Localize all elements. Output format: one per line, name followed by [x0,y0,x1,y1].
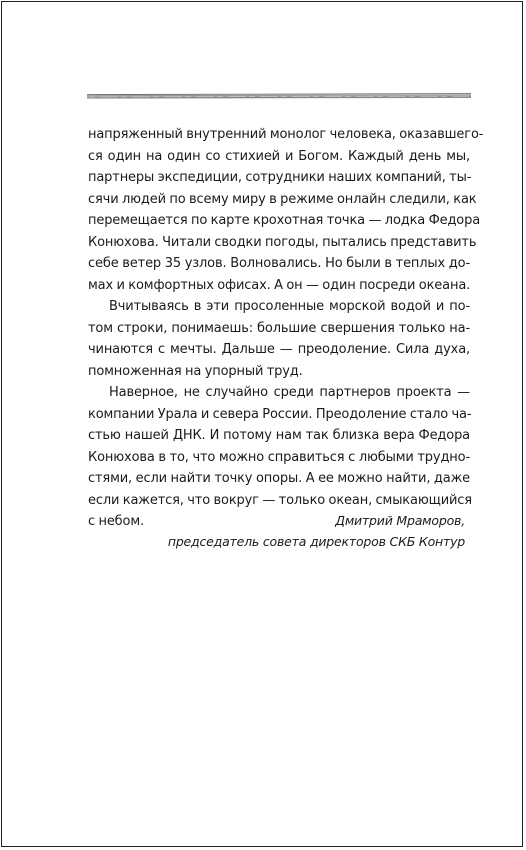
text-line: стями, если найти точку опоры. А ее можно найти, даже [88,471,470,486]
text-line: Наверное, не случайно среди партнеров проекта — [109,385,470,400]
text-line: Вчитываясь в эти просоленные морской водой и по- [109,299,470,314]
text-line: перемещается по карте крохотная точка — лодка Федора [88,213,481,228]
signature-name: Дмитрий Мраморов, [335,513,465,528]
text-line: помноженная на упорный труд. [88,363,303,379]
body-text [88,124,484,533]
text-line: с небом. [88,514,144,529]
text-line: себе ветер 35 узлов. Волновались. Но были в теплых до- [88,256,470,271]
text-line: ся один на один со стихией и Богом. Каждый день мы, [88,148,470,164]
text-line: Конюхова в то, что можно справиться с любыми трудно- [88,449,470,465]
paragraph [88,296,470,382]
decorative-brush-rule [87,92,471,100]
paragraph [88,124,484,296]
text-line: стью нашей ДНК. И потому нам так близка вера Федора [88,428,470,443]
signature-role: председатель совета директоров СКБ Контур [167,534,465,549]
text-line: том строки, понимаешь: большие свершения только на- [88,320,470,336]
text-line: Конюхова. Читали сводки погоды, пытались представить [88,234,477,250]
text-line: мах и комфортных офисах. А он — один посреди океана. [88,277,471,293]
text-line: компании Урала и севера России. Преодоление стало ча- [88,406,472,422]
text-line: если кажется, что вокруг — только океан, смыкающийся [88,492,472,508]
text-line: чинаются с мечты. Дальше — преодоление. Сила духа, [88,342,470,357]
text-line: напряженный внутренний монолог человека, оказавшего- [88,127,484,142]
book-page [1,1,523,847]
text-line: сячи людей по всему миру в режиме онлайн следили, как [88,191,477,207]
paragraph [88,382,470,533]
text-line: партнеры экспедиции, сотрудники наших компаний, ты- [88,170,472,185]
